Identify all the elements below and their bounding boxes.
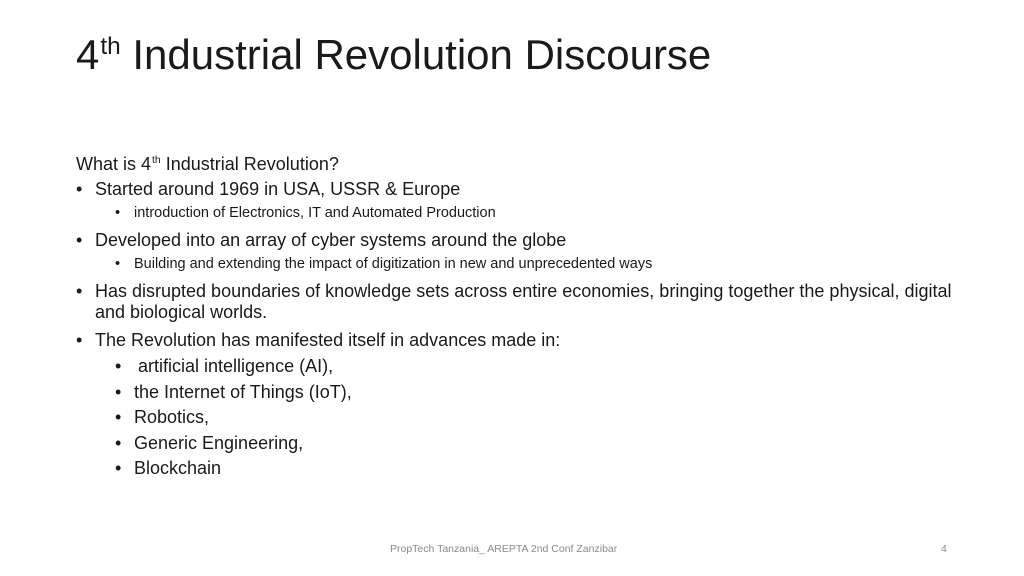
footer-text: PropTech Tanzania_ AREPTA 2nd Conf Zanzibar bbox=[390, 543, 618, 555]
bullet-icon: • bbox=[76, 281, 83, 301]
sub-bullet-item bbox=[95, 380, 956, 406]
slide-title bbox=[76, 30, 711, 80]
sub-bullet-list bbox=[95, 254, 956, 274]
title-superscript: th bbox=[100, 33, 121, 60]
sub-bullet-item bbox=[95, 203, 956, 223]
sub-bullet-icon: • bbox=[115, 458, 122, 478]
title-text: Industrial Revolution Discourse bbox=[120, 31, 712, 78]
sub-bullet-item bbox=[95, 254, 956, 274]
sub-bullet-text: Generic Engineering, bbox=[134, 432, 304, 453]
sub-bullet-item bbox=[95, 431, 956, 457]
intro-superscript: th bbox=[152, 155, 161, 166]
sub-bullet-text: Building and extending the impact of digitization in new and unprecedented ways bbox=[134, 256, 653, 272]
sub-bullet-text: introduction of Electronics, IT and Automated Production bbox=[134, 205, 496, 221]
bullet-icon: • bbox=[76, 179, 83, 199]
bullet-item bbox=[76, 330, 956, 482]
page-number: 4 bbox=[941, 543, 947, 555]
sub-bullet-list bbox=[95, 203, 956, 223]
sub-bullet-icon: • bbox=[115, 432, 122, 453]
sub-bullet-text: Robotics, bbox=[134, 407, 210, 427]
sub-bullet-icon: • bbox=[115, 356, 122, 376]
bullet-text: Has disrupted boundaries of knowledge sets across entire economies, bringing together the physical, digital and biological worlds. bbox=[95, 281, 952, 322]
bullet-item bbox=[76, 179, 956, 223]
sub-bullet-icon: • bbox=[115, 381, 122, 402]
bullet-item bbox=[76, 230, 956, 274]
sub-bullet-item bbox=[95, 456, 956, 482]
sub-bullet-icon: • bbox=[115, 407, 122, 427]
bullet-text: The Revolution has manifested itself in advances made in: bbox=[95, 330, 561, 350]
slide-body bbox=[76, 153, 956, 482]
bullet-item bbox=[76, 281, 956, 323]
sub-bullet-icon: • bbox=[115, 205, 121, 221]
title-number: 4 bbox=[76, 31, 100, 78]
sub-bullet-list bbox=[95, 354, 956, 482]
bullet-icon: • bbox=[76, 330, 83, 350]
sub-bullet-text: Blockchain bbox=[134, 458, 222, 478]
sub-bullet-text: the Internet of Things (IoT), bbox=[134, 381, 352, 402]
bullet-icon: • bbox=[76, 230, 83, 250]
sub-bullet-item bbox=[95, 405, 956, 431]
bullet-list bbox=[76, 179, 956, 482]
bullet-text: Started around 1969 in USA, USSR & Europe bbox=[95, 179, 461, 199]
bullet-text: Developed into an array of cyber systems around the globe bbox=[95, 230, 567, 250]
sub-bullet-item bbox=[95, 354, 956, 380]
sub-bullet-text: artificial intelligence (AI), bbox=[138, 356, 334, 376]
intro-question: What is 4th Industrial Revolution? bbox=[76, 154, 339, 174]
sub-bullet-icon: • bbox=[115, 256, 121, 272]
